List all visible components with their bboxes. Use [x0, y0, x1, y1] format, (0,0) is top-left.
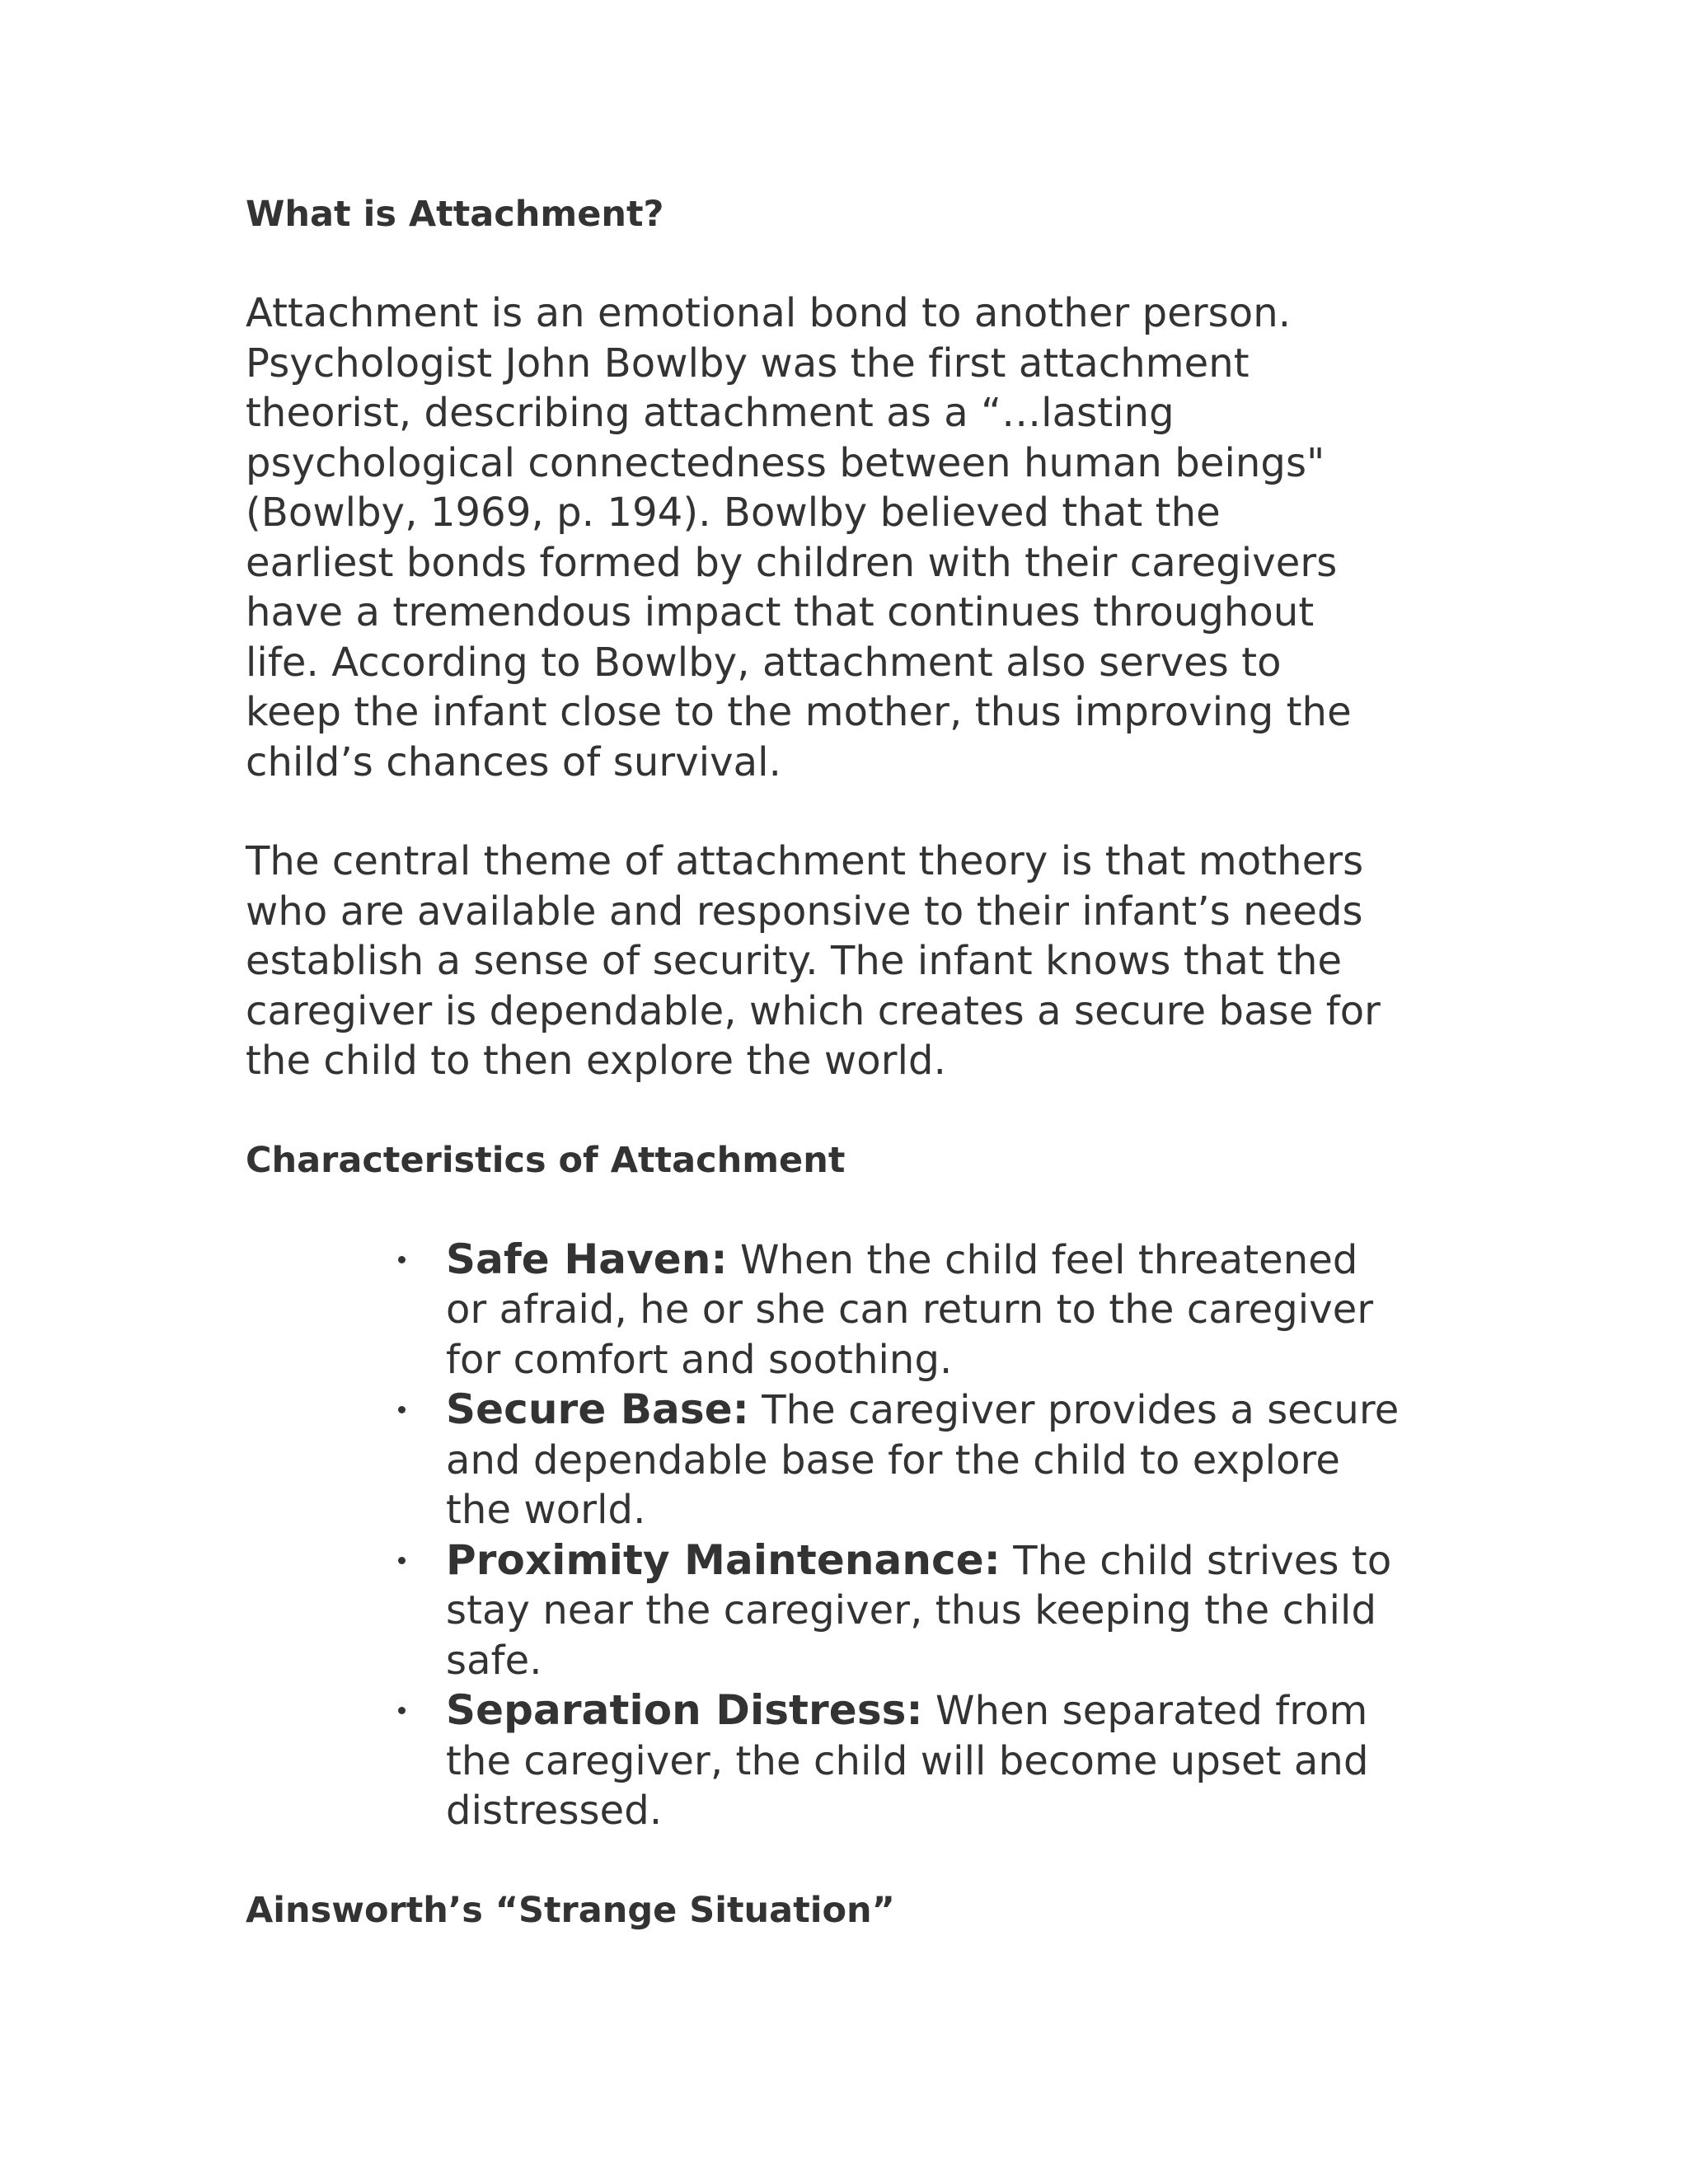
term-label: Secure Base: — [446, 1385, 749, 1433]
paragraph-central-theme — [246, 837, 1457, 1086]
text-line: Attachment is an emotional bond to another person. — [246, 290, 1292, 336]
paragraph-attachment-definition — [246, 288, 1457, 787]
term-label: Safe Haven: — [446, 1235, 728, 1283]
bullet-icon — [398, 1707, 406, 1714]
term-description: When the child feel threatened — [727, 1236, 1358, 1283]
text-line: keep the infant close to the mother, thus improving the — [246, 689, 1352, 735]
heading-what-is-attachment: What is Attachment? — [246, 194, 664, 235]
document-page — [246, 190, 1457, 1935]
text-line: psychological connectedness between human beings" — [246, 439, 1325, 486]
text-line: The central theme of attachment theory is that mothers — [246, 838, 1364, 884]
text-line: the caregiver, the child will become upset and — [446, 1737, 1369, 1784]
text-line: (Bowlby, 1969, p. 194). Bowlby believed that the — [246, 490, 1221, 536]
text-line: and dependable base for the child to explore — [446, 1436, 1340, 1483]
term-description: The caregiver provides a secure — [748, 1387, 1400, 1433]
list-item-secure-base — [246, 1385, 1457, 1535]
text-line: life. According to Bowlby, attachment also serves to — [246, 639, 1282, 686]
term-label: Separation Distress: — [446, 1686, 923, 1734]
text-line: the world. — [446, 1487, 646, 1533]
list-item-safe-haven — [246, 1235, 1457, 1385]
text-line: stay near the caregiver, thus keeping the child — [446, 1587, 1377, 1633]
text-line — [446, 1235, 1457, 1286]
term-description: The child strives to — [1000, 1537, 1392, 1584]
bullet-icon — [398, 1557, 406, 1564]
text-line: establish a sense of security. The infant knows that the — [246, 938, 1343, 984]
text-line: distressed. — [446, 1788, 663, 1834]
heading-strange-situation: Ainsworth’s “Strange Situation” — [246, 1889, 895, 1931]
term-label: Proximity Maintenance: — [446, 1535, 1001, 1584]
term-description: When separated from — [922, 1688, 1368, 1734]
text-line: earliest bonds formed by children with their caregivers — [246, 539, 1338, 586]
text-line: for comfort and soothing. — [446, 1336, 953, 1383]
heading-characteristics: Characteristics of Attachment — [246, 1139, 846, 1181]
bullet-icon — [398, 1256, 406, 1263]
text-line: have a tremendous impact that continues throughout — [246, 589, 1315, 635]
text-line: theorist, describing attachment as a “…lasting — [246, 390, 1175, 436]
text-line — [446, 1535, 1457, 1586]
list-item-separation-distress — [246, 1685, 1457, 1836]
list-item-proximity-maintenance — [246, 1535, 1457, 1686]
text-line: Psychologist John Bowlby was the first attachment — [246, 340, 1250, 387]
text-line: safe. — [446, 1637, 542, 1684]
text-line — [446, 1685, 1457, 1736]
text-line: the child to then explore the world. — [246, 1038, 946, 1084]
text-line: child’s chances of survival. — [246, 738, 781, 785]
text-line: or afraid, he or she can return to the caregiver — [446, 1286, 1374, 1333]
characteristics-list — [246, 1235, 1457, 1836]
text-line — [446, 1385, 1457, 1436]
text-line: caregiver is dependable, which creates a secure base for — [246, 987, 1381, 1034]
text-line: who are available and responsive to their infant’s needs — [246, 888, 1363, 935]
bullet-icon — [398, 1406, 406, 1413]
